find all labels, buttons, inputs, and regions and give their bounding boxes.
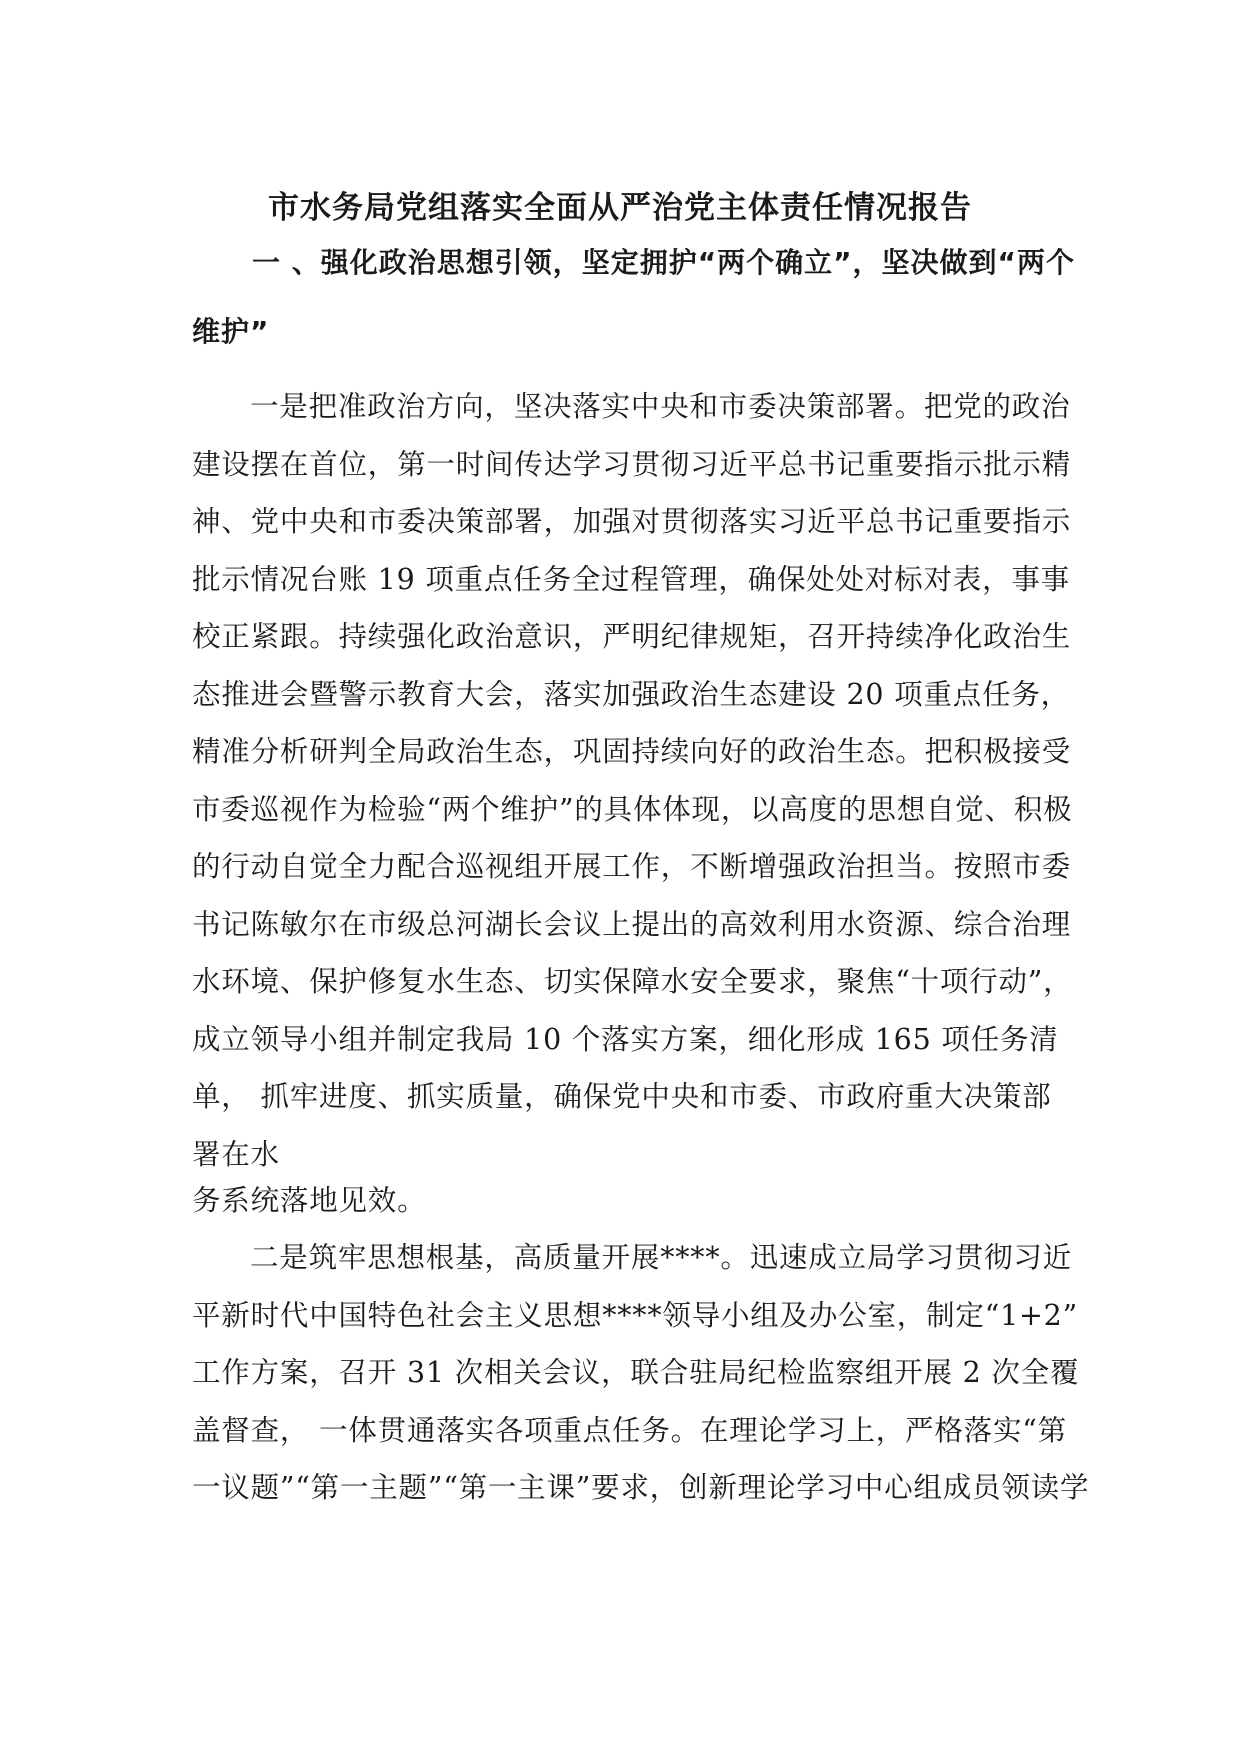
- paragraph-line: 工作方案，召开 31 次相关会议，联合驻局纪检监察组开展 2 次全覆: [192, 1356, 1080, 1389]
- section-heading-line: 一 、强化政治思想引领，坚定拥护“两个确立”，坚决做到“两个: [252, 246, 1075, 279]
- paragraph-line: 建设摆在首位，第一时间传达学习贯彻习近平总书记重要指示批示精: [192, 447, 1072, 481]
- paragraph-line: 书记陈敏尔在市级总河湖长会议上提出的高效利用水资源、综合治理: [192, 907, 1072, 941]
- paragraph-line: 市委巡视作为检验“两个维护”的具体体现，以高度的思想自觉、积极: [192, 792, 1073, 826]
- document-title: 市水务局党组落实全面从严治党主体责任情况报告: [268, 190, 972, 226]
- paragraph-line: 盖督查， 一体贯通落实各项重点任务。在理论学习上，严格落实“第: [192, 1413, 1067, 1447]
- paragraph-line: 水环境、保护修复水生态、切实保障水安全要求，聚焦“十项行动”，: [192, 965, 1073, 998]
- body-paragraph-2: [192, 1229, 1090, 1517]
- section-heading: [192, 228, 1075, 366]
- section-heading-line: 维护”: [192, 315, 270, 348]
- paragraph-line: 精准分析研判全局政治生态，巩固持续向好的政治生态。把积极接受: [192, 735, 1072, 768]
- paragraph-line: 成立领导小组并制定我局 10 个落实方案，细化形成 165 项任务清: [192, 1022, 1059, 1056]
- paragraph-line: 二是筑牢思想根基，高质量开展****。迅速成立局学习贯彻习近: [250, 1241, 1073, 1274]
- body-paragraph-1: [192, 378, 1073, 1219]
- paragraph-line: 校正紧跟。持续强化政治意识，严明纪律规矩，召开持续净化政治生: [192, 620, 1072, 653]
- paragraph-line: 态推进会暨警示教育大会，落实加强政治生态建设 20 项重点任务，: [192, 677, 1070, 711]
- paragraph-line: 务系统落地见效。: [192, 1184, 427, 1217]
- paragraph-line: 单， 抓牢进度、抓实质量，确保党中央和市委、市政府重大决策部: [192, 1080, 1052, 1113]
- paragraph-line: 一是把准政治方向，坚决落实中央和市委决策部署。把党的政治: [250, 390, 1071, 423]
- paragraph-line: 署在水: [192, 1137, 280, 1171]
- paragraph-line: 的行动自觉全力配合巡视组开展工作，不断增强政治担当。按照市委: [192, 850, 1072, 883]
- paragraph-line: 批示情况台账 19 项重点任务全过程管理，确保处处对标对表，事事: [192, 562, 1070, 596]
- paragraph-line: 平新时代中国特色社会主义思想****领导小组及办公室，制定“1+2”: [192, 1298, 1078, 1332]
- paragraph-line: 神、党中央和市委决策部署，加强对贯彻落实习近平总书记重要指示: [192, 505, 1072, 538]
- paragraph-line: 一议题”“第一主题”“第一主课”要求，创新理论学习中心组成员领读学: [192, 1471, 1090, 1504]
